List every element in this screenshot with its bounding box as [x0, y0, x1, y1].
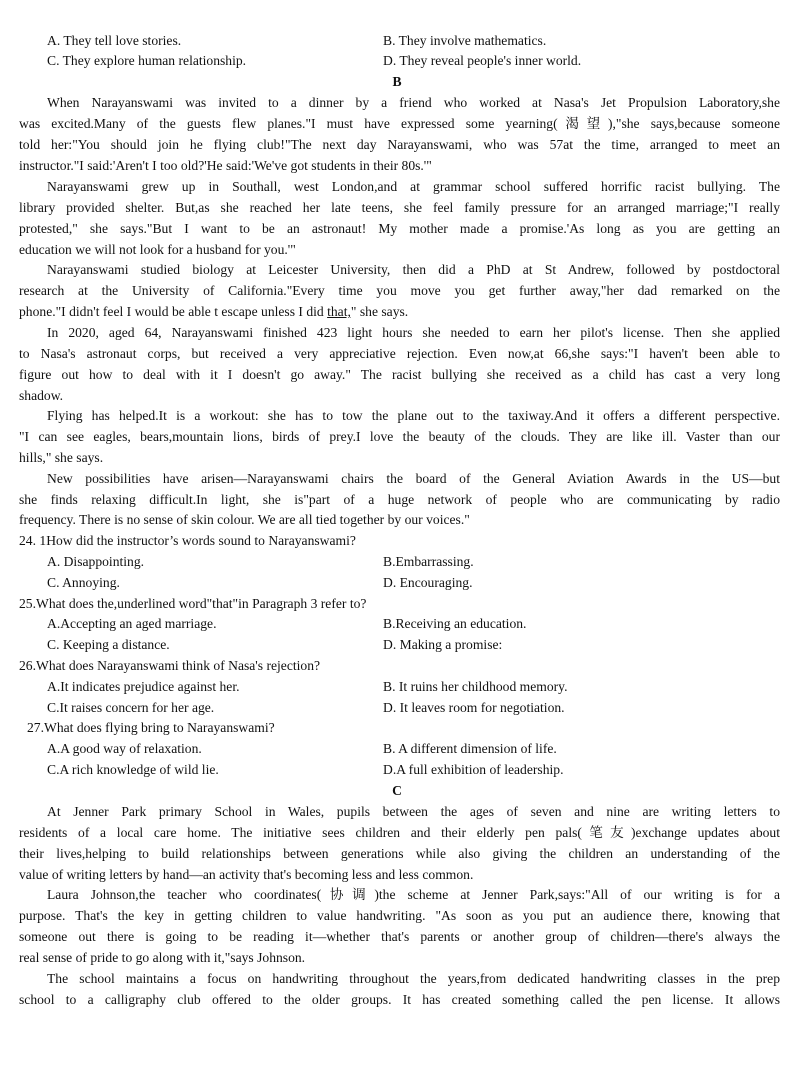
passage-c-line: The school maintains a focus on handwriting throughout the years,from dedicated handwriting classes in the prep	[47, 971, 780, 986]
passage-b-line: she finds relaxing difficult.In light, she is"part of a huge network of people who are communicating by radio	[19, 492, 780, 507]
q25-option-c: C. Keeping a distance.	[47, 637, 170, 652]
passage-b-line: told her:"You should join he flying club!"The next day Narayanswami, who was 57at the time, arranged to meet an	[19, 137, 780, 152]
section-c-heading: C	[392, 783, 402, 798]
passage-c-line: purpose. That's the key in getting children to value handwriting. "As soon as you put an audience there, knowing that	[19, 908, 780, 923]
q27-option-a: A.A good way of relaxation.	[47, 741, 202, 756]
passage-b-text: " she says.	[350, 304, 409, 319]
passage-c-line: Laura Johnson,the teacher who coordinates(协调)the scheme at Jenner Park,says:"All of our writing is for a	[47, 887, 780, 902]
passage-b-line: protested," she says."But I want to be an astronaut! My mother made a promise.'As long as you are getting an	[19, 221, 780, 236]
passage-c-line: their lives,helping to build relationships between generations while also giving the children an understanding of the	[19, 846, 780, 861]
passage-c-line: residents of a local care home. The initiative sees children and their elderly pen pals(笔友)exchange updates about	[19, 825, 780, 840]
passage-b-line: to Nasa's astronaut corps, but received a very appreciative rejection. Even now,at 66,she says:"I haven't been able to	[19, 346, 780, 361]
q27-option-d: D.A full exhibition of leadership.	[383, 762, 564, 777]
passage-b-line: figure out how to deal with it I doesn't go away." The racist bullying she received as a child has cast a very long	[19, 367, 780, 382]
section-b-heading: B	[392, 74, 402, 89]
question-25-stem: 25.What does the,underlined word"that"in Paragraph 3 refer to?	[19, 596, 367, 611]
q24-option-b: B.Embarrassing.	[383, 554, 474, 569]
prev-option-b: B. They involve mathematics.	[383, 33, 547, 48]
passage-c-line: value of writing letters by hand—an activity that's becoming less and less common.	[19, 867, 474, 882]
q25-option-b: B.Receiving an education.	[383, 616, 527, 631]
q24-option-c: C. Annoying.	[47, 575, 120, 590]
question-27-stem: 27.What does flying bring to Narayanswami?	[27, 720, 275, 735]
prev-option-c: C. They explore human relationship.	[47, 53, 247, 68]
q25-option-d: D. Making a promise:	[383, 637, 503, 652]
passage-b-line-with-underline	[19, 302, 780, 322]
passage-c-line: school to a calligraphy club offered to the older groups. It has created something called the pen license. It allows	[19, 992, 780, 1007]
passage-b-line: education we will not look for a husband for you.'"	[19, 242, 296, 257]
question-24-stem: 24. 1How did the instructor’s words sound to Narayanswami?	[19, 533, 356, 548]
q24-option-a: A. Disappointing.	[47, 554, 145, 569]
passage-b-line: In 2020, aged 64, Narayanswami finished 423 light hours she needed to earn her pilot's license. Then she applied	[47, 325, 780, 340]
q26-option-b: B. It ruins her childhood memory.	[383, 679, 568, 694]
passage-b-line: shadow.	[19, 388, 64, 403]
passage-b-line: research at the University of California."Every time you move you get further away,"her dad remarked on the	[19, 283, 780, 298]
passage-b-line: frequency. There is no sense of skin colour. We are all tied together by our voices."	[19, 512, 470, 527]
passage-b-line: Narayanswami studied biology at Leicester University, then did a PhD at St Andrew, followed by postdoctoral	[47, 262, 780, 277]
prev-option-a: A. They tell love stories.	[47, 33, 182, 48]
passage-b-line: Narayanswami grew up in Southall, west London,and at grammar school suffered horrific racist bullying. The	[47, 179, 780, 194]
passage-b-line: When Narayanswami was invited to a dinner by a friend who worked at Nasa's Jet Propulsion Laboratory,she	[47, 95, 780, 110]
passage-b-line: hills," she says.	[19, 450, 104, 465]
passage-b-line: "I can see eagles, bears,mountain lions, birds of prey.I love the beauty of the clouds. They are like ill. Vaster than our	[19, 429, 780, 444]
q26-option-c: C.It raises concern for her age.	[47, 700, 215, 715]
passage-b-line: New possibilities have arisen—Narayanswami chairs the board of the General Aviation Awards in the US—but	[47, 471, 780, 486]
passage-b-line: library provided shelter. But,as she reached her late teens, she feel family pressure for an arranged marriage;"I really	[19, 200, 780, 215]
passage-b-line: Flying has helped.It is a workout: she has to tow the plane out to the taxiway.And it offers a different perspective.	[47, 408, 780, 423]
passage-b-line: instructor."I said:'Aren't I too old?'He said:'We've got students in their 80s.'"	[19, 158, 432, 173]
q24-option-d: D. Encouraging.	[383, 575, 473, 590]
q26-option-d: D. It leaves room for negotiation.	[383, 700, 565, 715]
underlined-word-that: that,	[327, 304, 351, 319]
passage-b-line: was excited.Many of the guests flew planes."I must have expressed some yearning(渴望),"she says,because someone	[19, 116, 780, 131]
q27-option-b: B. A different dimension of life.	[383, 741, 557, 756]
q26-option-a: A.It indicates prejudice against her.	[47, 679, 240, 694]
question-26-stem: 26.What does Narayanswami think of Nasa's rejection?	[19, 658, 321, 673]
q25-option-a: A.Accepting an aged marriage.	[47, 616, 217, 631]
passage-b-text: phone."I didn't feel I would be able t escape unless I did	[19, 304, 328, 319]
passage-c-line: real sense of pride to go along with it,"says Johnson.	[19, 950, 306, 965]
passage-c-line: At Jenner Park primary School in Wales, pupils between the ages of seven and nine are writing letters to	[47, 804, 780, 819]
q27-option-c: C.A rich knowledge of wild lie.	[47, 762, 219, 777]
prev-option-d: D. They reveal people's inner world.	[383, 53, 582, 68]
passage-c-line: someone out there is going to be reading it—whether that's parents or another group of children—there's always the	[19, 929, 780, 944]
